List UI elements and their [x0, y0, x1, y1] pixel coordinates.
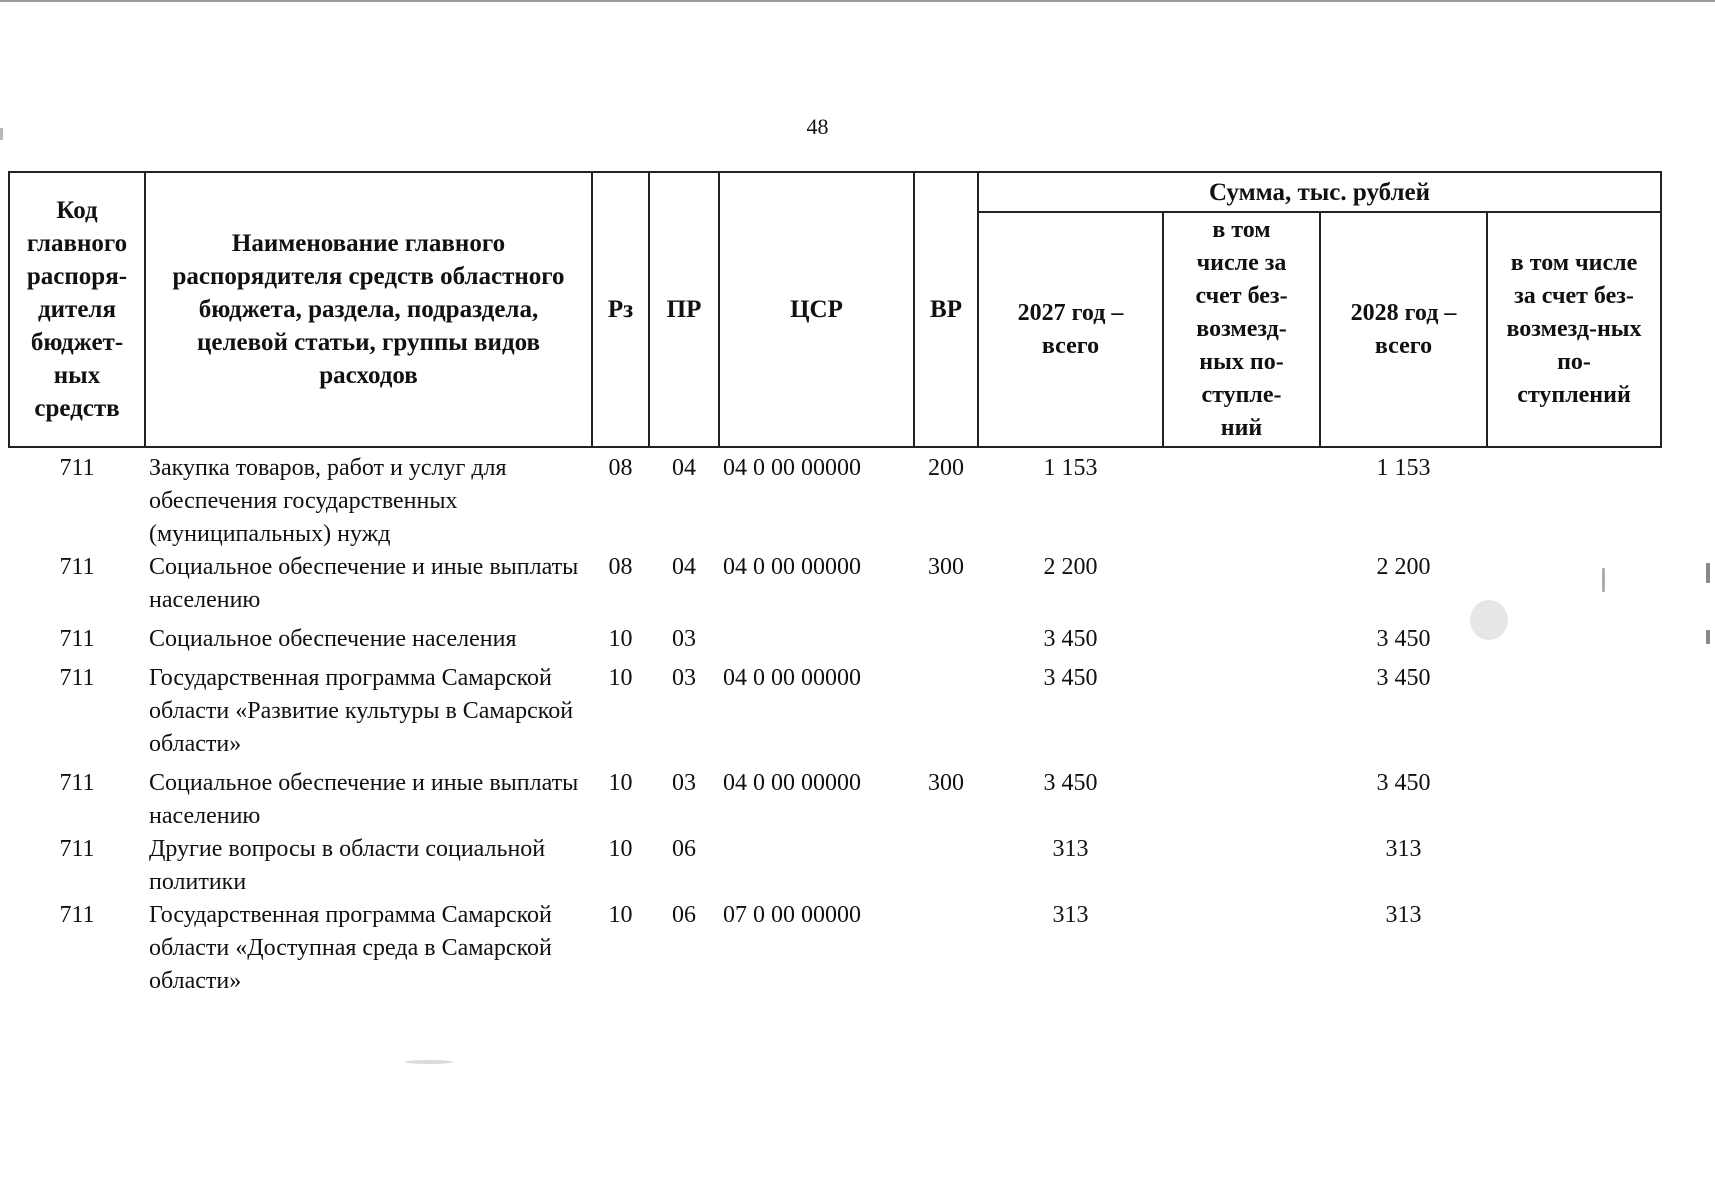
- header-sum-title: Сумма, тыс. рублей: [978, 172, 1661, 212]
- cell-2028-free: [1487, 899, 1661, 998]
- cell-2028-free: [1487, 833, 1661, 899]
- cell-2028-total: 1 153: [1376, 455, 1431, 481]
- cell-rz: 10: [608, 665, 633, 691]
- cell-2028-total: 3 450: [1376, 770, 1431, 796]
- cell-name: Государственная программа Самарской области «Доступная среда в Самарской области»: [149, 902, 552, 994]
- cell-name: Социальное обеспечение населения: [149, 626, 517, 652]
- cell-vr: 300: [928, 554, 964, 580]
- header-2028-free: в том числе за счет без-возмезд-ных по-ступлений: [1487, 212, 1661, 447]
- cell-name: Социальное обеспечение и иные выплаты населению: [149, 770, 579, 829]
- cell-rz: 10: [608, 836, 633, 862]
- table-row: [9, 899, 1661, 998]
- cell-csr: 04 0 00 00000: [723, 455, 861, 481]
- scan-speck: [405, 1060, 453, 1064]
- table-row: [9, 617, 1661, 656]
- cell-2027-total: 3 450: [1043, 770, 1098, 796]
- scan-speck: [1602, 568, 1605, 592]
- header-code: Код главного распоря-дителя бюджет-ных средств: [9, 172, 145, 447]
- cell-2028-free: [1487, 656, 1661, 761]
- header-pr: ПР: [649, 172, 719, 447]
- header-vr: ВР: [914, 172, 978, 447]
- cell-name: Социальное обеспечение и иные выплаты населению: [149, 554, 579, 613]
- cell-2027-free: [1163, 833, 1320, 899]
- cell-code: 711: [59, 554, 95, 580]
- table-row: [9, 656, 1661, 761]
- cell-pr: 06: [672, 902, 696, 928]
- cell-name: Закупка товаров, работ и услуг для обеспечения государственных (муниципальных) нужд: [149, 455, 507, 547]
- cell-2028-free: [1487, 551, 1661, 617]
- cell-2027-total: 1 153: [1043, 455, 1098, 481]
- cell-2028-free: [1487, 761, 1661, 833]
- table-row: [9, 447, 1661, 551]
- cell-csr: 07 0 00 00000: [723, 902, 861, 928]
- cell-csr: [719, 833, 914, 899]
- cell-rz: 08: [608, 554, 633, 580]
- cell-vr: [914, 833, 978, 899]
- scan-edge: [0, 0, 1715, 2]
- cell-csr: 04 0 00 00000: [723, 770, 861, 796]
- cell-pr: 06: [672, 836, 696, 862]
- cell-name: Государственная программа Самарской области «Развитие культуры в Самарской области»: [149, 665, 574, 757]
- cell-pr: 04: [672, 455, 696, 481]
- cell-pr: 03: [672, 626, 696, 652]
- table-body: [9, 447, 1661, 998]
- cell-csr: 04 0 00 00000: [723, 665, 861, 691]
- cell-vr: 200: [928, 455, 964, 481]
- cell-rz: 10: [608, 770, 633, 796]
- table-row: [9, 761, 1661, 833]
- cell-pr: 03: [672, 770, 696, 796]
- cell-2027-free: [1163, 617, 1320, 656]
- cell-code: 711: [59, 626, 95, 652]
- scan-speck: [1470, 600, 1508, 640]
- cell-code: 711: [59, 902, 95, 928]
- header-2027-free: в том числе за счет без-возмезд-ных по-ступле-ний: [1163, 212, 1320, 447]
- budget-table: [8, 171, 1662, 998]
- table-row: [9, 551, 1661, 617]
- table-row: [9, 833, 1661, 899]
- cell-code: 711: [59, 455, 95, 481]
- cell-2028-free: [1487, 447, 1661, 551]
- cell-2028-total: 3 450: [1376, 665, 1431, 691]
- cell-rz: 08: [608, 455, 633, 481]
- cell-2027-free: [1163, 761, 1320, 833]
- cell-code: 711: [59, 770, 95, 796]
- header-rz: Рз: [592, 172, 649, 447]
- cell-2027-total: 3 450: [1043, 665, 1098, 691]
- cell-vr: [914, 899, 978, 998]
- cell-rz: 10: [608, 626, 633, 652]
- cell-2027-free: [1163, 656, 1320, 761]
- cell-code: 711: [59, 836, 95, 862]
- cell-2027-free: [1163, 899, 1320, 998]
- page-number: 48: [806, 114, 829, 139]
- cell-vr: [914, 617, 978, 656]
- cell-2027-total: 3 450: [1043, 626, 1098, 652]
- cell-2027-total: 313: [1052, 836, 1089, 862]
- scan-speck: [1706, 630, 1710, 644]
- scan-speck: [1706, 563, 1710, 583]
- header-csr: ЦСР: [719, 172, 914, 447]
- cell-2027-total: 2 200: [1043, 554, 1098, 580]
- cell-2027-free: [1163, 447, 1320, 551]
- cell-2028-total: 2 200: [1376, 554, 1431, 580]
- cell-2027-free: [1163, 551, 1320, 617]
- cell-csr: 04 0 00 00000: [723, 554, 861, 580]
- cell-vr: [914, 656, 978, 761]
- cell-name: Другие вопросы в области социальной политики: [149, 836, 546, 895]
- header-name: Наименование главного распорядителя средств областного бюджета, раздела, подраздела, целевой статьи, группы видов расходов: [145, 172, 592, 447]
- cell-2028-total: 3 450: [1376, 626, 1431, 652]
- cell-pr: 03: [672, 665, 696, 691]
- cell-2028-total: 313: [1385, 902, 1422, 928]
- cell-csr: [719, 617, 914, 656]
- cell-pr: 04: [672, 554, 696, 580]
- header-2028-total: 2028 год – всего: [1320, 212, 1487, 447]
- cell-2028-total: 313: [1385, 836, 1422, 862]
- header-2027-total: 2027 год – всего: [978, 212, 1163, 447]
- cell-code: 711: [59, 665, 95, 691]
- cell-rz: 10: [608, 902, 633, 928]
- table-header: [9, 172, 1661, 447]
- cell-2027-total: 313: [1052, 902, 1089, 928]
- scan-speck: [0, 128, 3, 140]
- cell-vr: 300: [928, 770, 964, 796]
- cell-2028-free: [1487, 617, 1661, 656]
